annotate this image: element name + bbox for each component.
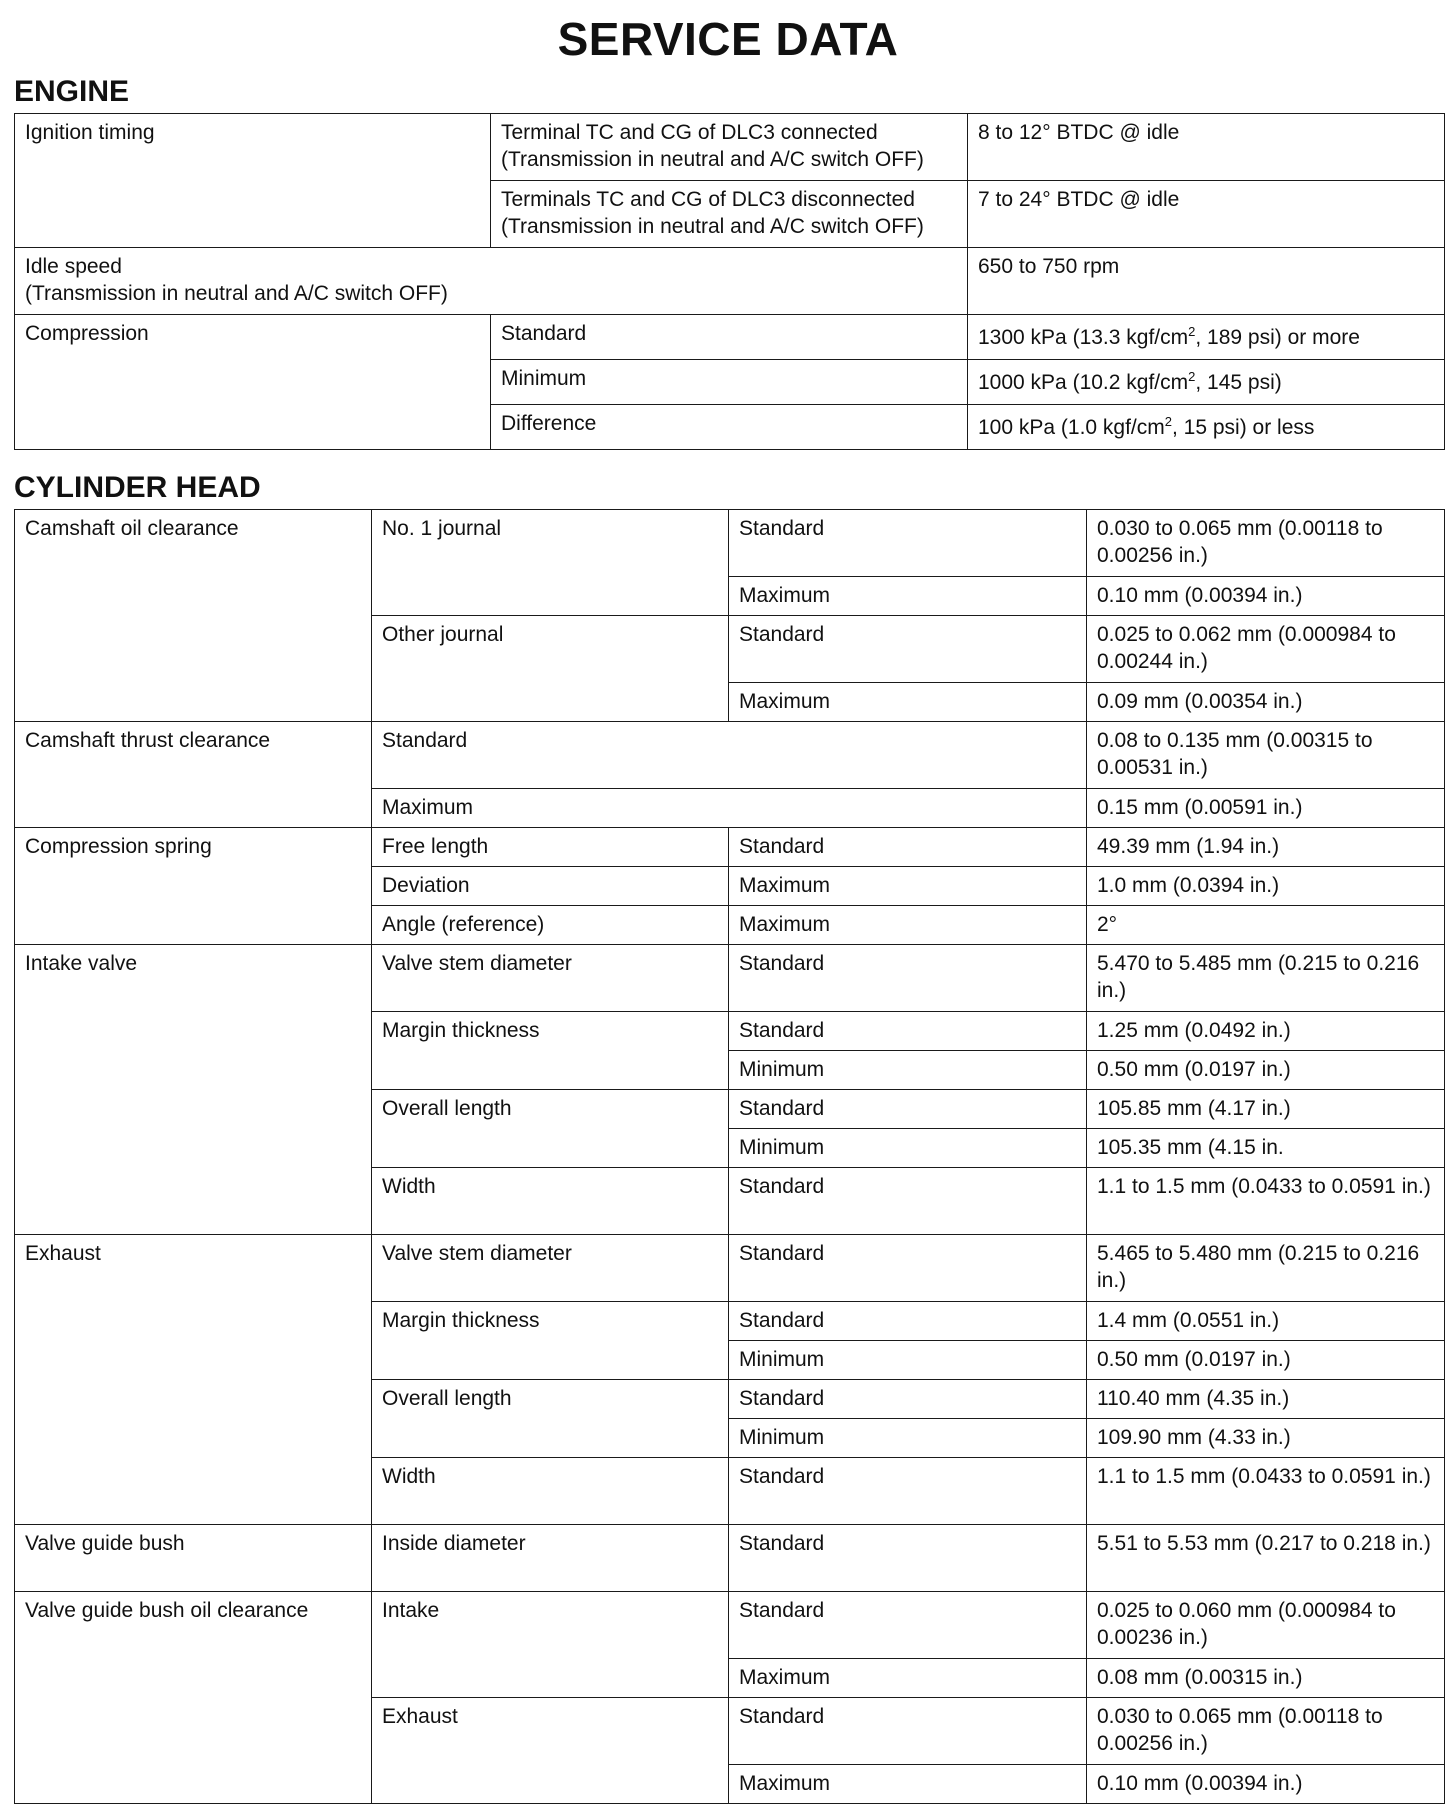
superscript: 2 (1188, 324, 1196, 339)
spec-type: Standard (729, 1698, 1087, 1765)
spec-value: 109.90 mm (4.33 in.) (1087, 1419, 1445, 1458)
spec-value: 1.4 mm (0.0551 in.) (1087, 1302, 1445, 1341)
spec-value: 105.85 mm (4.17 in.) (1087, 1090, 1445, 1129)
compression-spring-label: Compression spring (15, 828, 372, 945)
superscript: 2 (1188, 369, 1196, 384)
spec-type: Minimum (729, 1419, 1087, 1458)
intake-valve-label: Intake valve (15, 945, 372, 1235)
spec-value: 0.025 to 0.062 mm (0.000984 to 0.00244 in.) (1087, 616, 1445, 683)
spec-value: 110.40 mm (4.35 in.) (1087, 1380, 1445, 1419)
spec-type: Maximum (729, 577, 1087, 616)
spec-type: Standard (729, 1592, 1087, 1659)
compression-difference-value-a: 100 kPa (1.0 kgf/cm (978, 416, 1165, 439)
spec-value: 0.10 mm (0.00394 in.) (1087, 1765, 1445, 1804)
spec-value: 0.030 to 0.065 mm (0.00118 to 0.00256 in.) (1087, 510, 1445, 577)
compression-standard-value (968, 315, 1445, 360)
spec-type: Maximum (372, 789, 1087, 828)
angle-label: Angle (reference) (372, 906, 729, 945)
free-length-label: Free length (372, 828, 729, 867)
spec-type: Standard (729, 616, 1087, 683)
engine-heading: ENGINE (14, 75, 130, 108)
overall-length-label: Overall length (372, 1380, 729, 1458)
spec-type: Minimum (729, 1129, 1087, 1168)
spec-type: Standard (729, 828, 1087, 867)
compression-label: Compression (15, 315, 491, 450)
spec-value: 49.39 mm (1.94 in.) (1087, 828, 1445, 867)
exhaust-valve-label: Exhaust (15, 1235, 372, 1525)
table-row (15, 510, 1445, 577)
compression-minimum-value (968, 360, 1445, 405)
spec-type: Minimum (729, 1051, 1087, 1090)
spec-type: Maximum (729, 867, 1087, 906)
table-row (15, 945, 1445, 1012)
compression-minimum-label: Minimum (491, 360, 968, 405)
table-row (15, 114, 1445, 181)
spec-value: 5.51 to 5.53 mm (0.217 to 0.218 in.) (1087, 1525, 1445, 1592)
compression-standard-value-a: 1300 kPa (13.3 kgf/cm (978, 326, 1189, 349)
spec-value: 2° (1087, 906, 1445, 945)
spec-value: 0.50 mm (0.0197 in.) (1087, 1051, 1445, 1090)
idle-speed-value: 650 to 750 rpm (968, 248, 1445, 315)
width-label: Width (372, 1168, 729, 1235)
spec-value: 0.15 mm (0.00591 in.) (1087, 789, 1445, 828)
spec-value: 1.1 to 1.5 mm (0.0433 to 0.0591 in.) (1087, 1458, 1445, 1525)
compression-difference-value (968, 405, 1445, 450)
other-journal-label: Other journal (372, 616, 729, 722)
spec-value: 0.10 mm (0.00394 in.) (1087, 577, 1445, 616)
spec-type: Minimum (729, 1341, 1087, 1380)
valve-guide-bush-oil-clearance-label: Valve guide bush oil clearance (15, 1592, 372, 1804)
spec-type: Standard (729, 1012, 1087, 1051)
valve-stem-diameter-label: Valve stem diameter (372, 945, 729, 1012)
ignition-condition-disconnected: Terminals TC and CG of DLC3 disconnected (Transmission in neutral and A/C switch OFF) (491, 181, 968, 248)
superscript: 2 (1164, 414, 1172, 429)
page-title: SERVICE DATA (557, 13, 899, 65)
inside-diameter-label: Inside diameter (372, 1525, 729, 1592)
valve-stem-diameter-label: Valve stem diameter (372, 1235, 729, 1302)
valve-guide-bush-label: Valve guide bush (15, 1525, 372, 1592)
spec-value: 0.08 to 0.135 mm (0.00315 to 0.00531 in.) (1087, 722, 1445, 789)
table-row (15, 248, 1445, 315)
ignition-condition-connected: Terminal TC and CG of DLC3 connected (Transmission in neutral and A/C switch OFF) (491, 114, 968, 181)
spec-type: Standard (729, 1168, 1087, 1235)
idle-speed-condition: (Transmission in neutral and A/C switch OFF) (25, 282, 448, 305)
spec-value: 1.0 mm (0.0394 in.) (1087, 867, 1445, 906)
spec-value: 0.08 mm (0.00315 in.) (1087, 1659, 1445, 1698)
spec-type: Maximum (729, 1659, 1087, 1698)
spec-value: 1.25 mm (0.0492 in.) (1087, 1012, 1445, 1051)
spec-type: Standard (729, 1302, 1087, 1341)
spec-type: Maximum (729, 906, 1087, 945)
spec-value: 0.50 mm (0.0197 in.) (1087, 1341, 1445, 1380)
width-label: Width (372, 1458, 729, 1525)
spec-value: 5.470 to 5.485 mm (0.215 to 0.216 in.) (1087, 945, 1445, 1012)
table-row (15, 315, 1445, 360)
deviation-label: Deviation (372, 867, 729, 906)
spec-type: Standard (372, 722, 1087, 789)
compression-difference-label: Difference (491, 405, 968, 450)
compression-standard-value-b: , 189 psi) or more (1195, 326, 1360, 349)
compression-difference-value-b: , 15 psi) or less (1172, 416, 1315, 439)
compression-minimum-value-b: , 145 psi) (1195, 371, 1282, 394)
spec-value: 0.025 to 0.060 mm (0.000984 to 0.00236 in.) (1087, 1592, 1445, 1659)
camshaft-oil-clearance-label: Camshaft oil clearance (15, 510, 372, 722)
spec-value: 5.465 to 5.480 mm (0.215 to 0.216 in.) (1087, 1235, 1445, 1302)
cylinder-head-table (14, 509, 1445, 1804)
compression-standard-label: Standard (491, 315, 968, 360)
table-row (15, 722, 1445, 789)
spec-type: Standard (729, 1235, 1087, 1302)
spec-type: Maximum (729, 683, 1087, 722)
spec-type: Standard (729, 510, 1087, 577)
idle-speed-title: Idle speed (25, 255, 122, 278)
table-row (15, 1525, 1445, 1592)
no1-journal-label: No. 1 journal (372, 510, 729, 616)
spec-type: Maximum (729, 1765, 1087, 1804)
table-row (15, 1235, 1445, 1302)
compression-minimum-value-a: 1000 kPa (10.2 kgf/cm (978, 371, 1189, 394)
spec-type: Standard (729, 1458, 1087, 1525)
spec-value: 0.030 to 0.065 mm (0.00118 to 0.00256 in.) (1087, 1698, 1445, 1765)
table-row (15, 1592, 1445, 1659)
spec-type: Standard (729, 1380, 1087, 1419)
overall-length-label: Overall length (372, 1090, 729, 1168)
table-row (15, 828, 1445, 867)
ignition-value-connected: 8 to 12° BTDC @ idle (968, 114, 1445, 181)
spec-type: Standard (729, 945, 1087, 1012)
cylinder-head-heading: CYLINDER HEAD (14, 471, 261, 504)
margin-thickness-label: Margin thickness (372, 1012, 729, 1090)
camshaft-thrust-clearance-label: Camshaft thrust clearance (15, 722, 372, 828)
engine-table (14, 113, 1445, 450)
spec-value: 105.35 mm (4.15 in. (1087, 1129, 1445, 1168)
ignition-value-disconnected: 7 to 24° BTDC @ idle (968, 181, 1445, 248)
spec-value: 0.09 mm (0.00354 in.) (1087, 683, 1445, 722)
idle-speed-label (15, 248, 968, 315)
exhaust-label: Exhaust (372, 1698, 729, 1804)
intake-label: Intake (372, 1592, 729, 1698)
spec-type: Standard (729, 1525, 1087, 1592)
ignition-timing-label: Ignition timing (15, 114, 491, 248)
spec-type: Standard (729, 1090, 1087, 1129)
margin-thickness-label: Margin thickness (372, 1302, 729, 1380)
spec-value: 1.1 to 1.5 mm (0.0433 to 0.0591 in.) (1087, 1168, 1445, 1235)
